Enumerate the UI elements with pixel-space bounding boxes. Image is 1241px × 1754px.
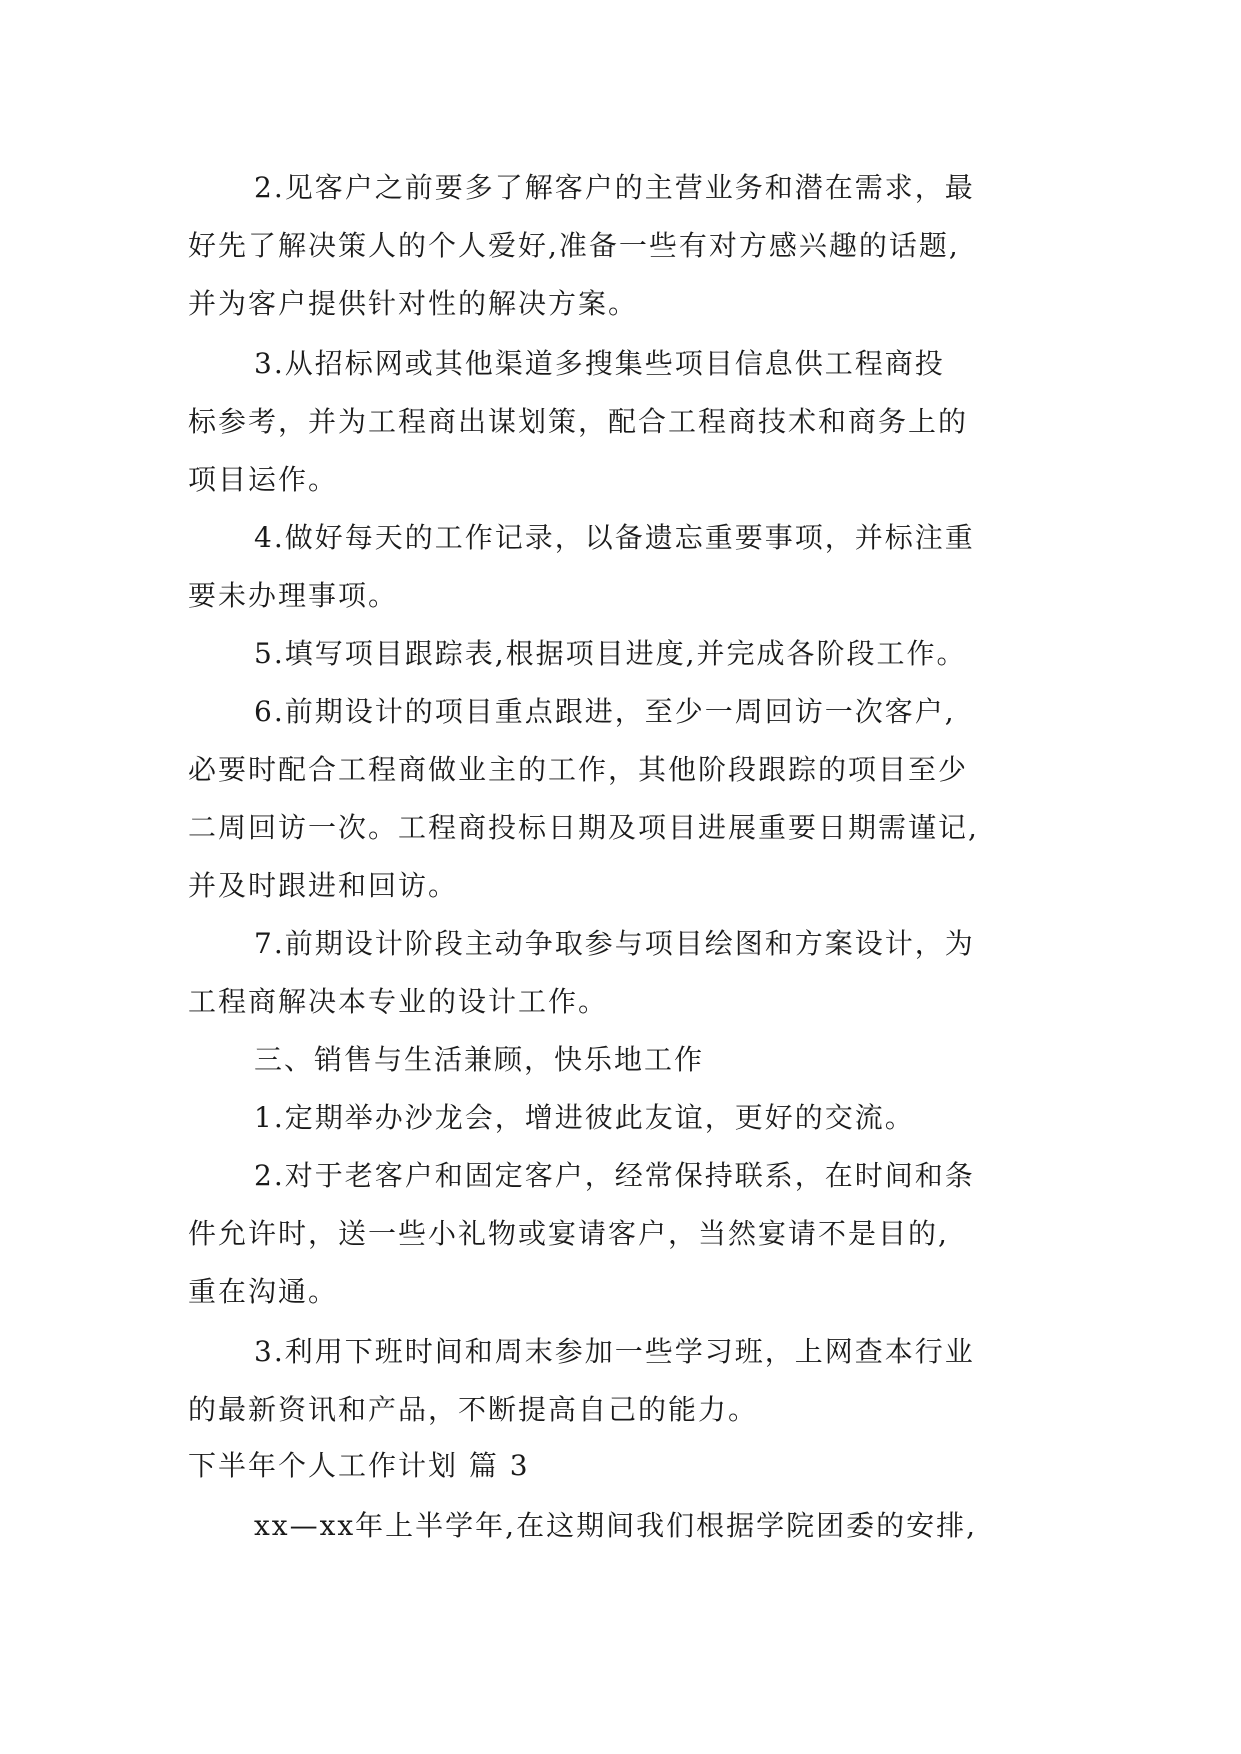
paragraph-line: xx—xx年上半学年,在这期间我们根据学院团委的安排, — [254, 1509, 977, 1542]
paragraph-line: 7.前期设计阶段主动争取参与项目绘图和方案设计，为 — [254, 927, 975, 960]
paragraph-line: 6.前期设计的项目重点跟进，至少一周回访一次客户, — [254, 695, 956, 728]
paragraph-line: 4.做好每天的工作记录，以备遗忘重要事项，并标注重 — [254, 521, 975, 554]
paragraph-line: 二周回访一次。工程商投标日期及项目进展重要日期需谨记, — [188, 811, 979, 844]
paragraph-line: 标参考，并为工程商出谋划策，配合工程商技术和商务上的 — [188, 405, 969, 438]
paragraph-line: 工程商解决本专业的设计工作。 — [188, 985, 609, 1018]
paragraph-line: 2.见客户之前要多了解客户的主营业务和潜在需求，最 — [254, 171, 975, 204]
paragraph-line: 要未办理事项。 — [188, 579, 399, 612]
paragraph-line: 并及时跟进和回访。 — [188, 869, 459, 902]
paragraph-line: 2.对于老客户和固定客户，经常保持联系，在时间和条 — [254, 1159, 975, 1192]
paragraph-line: 1.定期举办沙龙会，增进彼此友谊，更好的交流。 — [254, 1101, 915, 1134]
paragraph-line: 并为客户提供针对性的解决方案。 — [188, 287, 639, 320]
paragraph-line: 5.填写项目跟踪表,根据项目进度,并完成各阶段工作。 — [254, 637, 967, 670]
paragraph-line: 的最新资讯和产品，不断提高自己的能力。 — [188, 1393, 759, 1426]
paragraph-line: 好先了解决策人的个人爱好,准备一些有对方感兴趣的话题, — [188, 229, 960, 262]
paragraph-line: 重在沟通。 — [188, 1275, 339, 1308]
paragraph-line: 件允许时，送一些小礼物或宴请客户，当然宴请不是目的, — [188, 1217, 949, 1250]
paragraph-line: 3.从招标网或其他渠道多搜集些项目信息供工程商投 — [254, 347, 945, 380]
section-heading: 三、销售与生活兼顾，快乐地工作 — [254, 1043, 705, 1076]
paragraph-line: 必要时配合工程商做业主的工作，其他阶段跟踪的项目至少 — [188, 753, 969, 786]
paragraph-line: 项目运作。 — [188, 463, 339, 496]
article-title: 下半年个人工作计划 篇 3 — [188, 1449, 530, 1482]
paragraph-line: 3.利用下班时间和周末参加一些学习班，上网查本行业 — [254, 1335, 975, 1368]
